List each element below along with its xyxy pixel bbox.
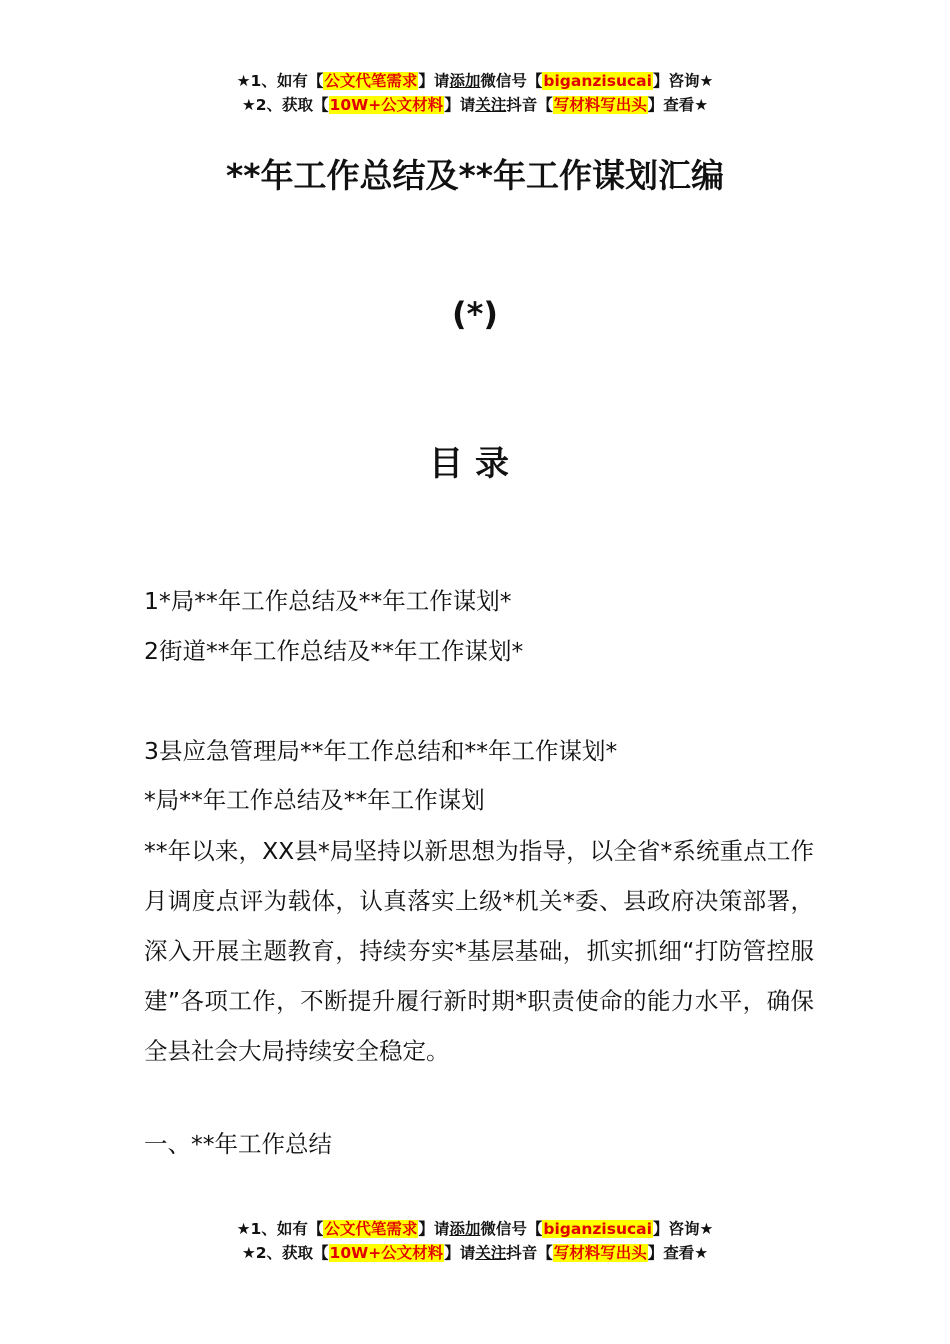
promo-text: 】咨询★ [652,1220,714,1238]
promo-text: 】请 [444,96,476,114]
promo-banner-top [0,69,950,117]
promo-text: ★2、获取【 [241,1244,329,1262]
promo-text: 】请 [418,1220,450,1238]
toc-item: 3县应急管理局**年工作总结和**年工作谋划* [144,737,618,765]
promo-underline: 添加 [449,72,481,90]
promo-text: 】查看★ [647,1244,709,1262]
promo-banner-bottom [0,1217,950,1265]
promo-text: 抖音【 [506,1244,553,1262]
promo-line-2 [0,93,950,117]
promo-underline: 添加 [449,1220,481,1238]
promo-highlight: 公文代笔需求 [324,1220,418,1238]
promo-text: ★1、如有【 [236,1220,324,1238]
document-title: **年工作总结及**年工作谋划汇编 [225,156,725,195]
document-subtitle: (*) [452,295,498,333]
promo-underline: 关注 [475,96,507,114]
promo-highlight: biganzisucai [543,1220,652,1238]
promo-line-1 [0,69,950,93]
promo-highlight: 写材料写出头 [553,96,647,114]
promo-text: ★2、获取【 [241,96,329,114]
promo-text: 】请 [444,1244,476,1262]
promo-highlight: 10W+公文材料 [329,1244,444,1262]
intro-paragraph: **年以来，XX县*局坚持以新思想为指导，以全省*系统重点工作月调度点评为载体，认真落实上级*机关*委、县政府决策部署，深入开展主题教育，持续夯实*基层基础，抓实抓细“打防管控服建”各项工作，不断提升履行新时期*职责使命的能力水平，确保全县社会大局持续安全稳定。 [144,837,814,1065]
promo-highlight: biganzisucai [543,72,652,90]
toc-item: 1*局**年工作总结及**年工作谋划* [144,587,512,615]
section-heading: 一、**年工作总结 [144,1130,332,1158]
promo-text: 】查看★ [647,96,709,114]
promo-text: 微信号【 [480,1220,543,1238]
promo-text: 抖音【 [506,96,553,114]
promo-line-1 [0,1217,950,1241]
toc-heading: 目录 [429,444,521,484]
promo-highlight: 公文代笔需求 [324,72,418,90]
promo-line-2 [0,1241,950,1265]
toc-item: 2街道**年工作总结及**年工作谋划* [144,637,524,665]
promo-text: 】请 [418,72,450,90]
promo-highlight: 写材料写出头 [553,1244,647,1262]
promo-text: ★1、如有【 [236,72,324,90]
promo-text: 微信号【 [480,72,543,90]
article-heading: *局**年工作总结及**年工作谋划 [144,786,485,814]
promo-highlight: 10W+公文材料 [329,96,444,114]
promo-underline: 关注 [475,1244,507,1262]
promo-text: 】咨询★ [652,72,714,90]
